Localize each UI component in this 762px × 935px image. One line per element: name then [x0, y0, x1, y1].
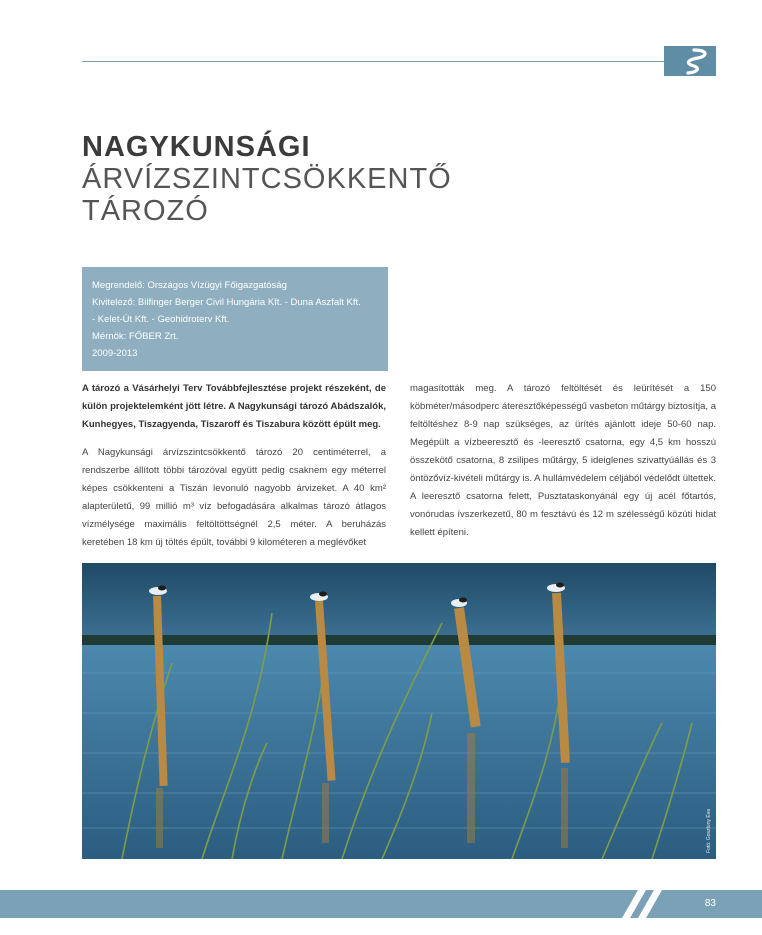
reservoir-photo [82, 563, 716, 859]
info-contractor-2: - Kelet-Út Kft. - Geohidroterv Kft. [92, 314, 230, 325]
photo-illustration [82, 563, 716, 859]
page-number: 83 [704, 898, 716, 909]
article-column-left [82, 380, 386, 552]
page-footer [0, 890, 762, 918]
info-client: Megrendelő: Országos Vízügyi Főigazgatóság [92, 280, 287, 291]
article-lead: A tározó a Vásárhelyi Terv Továbbfejlesztése projekt részeként, de külön projektelemként jött létre. A Nagykunsági tározó Abádszalók, Kunhegyes, Tiszagyenda, Tiszaroff és Tiszabura között épült meg. [82, 383, 386, 430]
river-logo [664, 46, 716, 76]
title-line-1: NAGYKUNSÁGI [82, 131, 311, 163]
info-contractor-1: Kivitelező: Bilfinger Berger Civil Hungária Kft. - Duna Aszfalt Kft. [92, 297, 361, 308]
river-icon [664, 46, 716, 76]
footer-stripes [620, 890, 680, 918]
info-engineer: Mérnök: FŐBER Zrt. [92, 331, 179, 342]
title-line-2: ÁRVÍZSZINTCSÖKKENTŐ [82, 163, 452, 195]
info-years: 2009-2013 [92, 348, 138, 359]
page-title [82, 131, 452, 227]
article-paragraph-1: A Nagykunsági árvízszintcsökkentő tározó 20 centiméterrel, a rendszerbe állított többi tározóval együtt pedig csaknem egy méterrel képes csökkenteni a Tiszán levonuló nagyobb árvizeket. A 40 km² alapterületű, 99 millió m³ víz befogadására alkalmas tározó átlagos vízmélysége maximális feltöltöttségnél 2,5 méter. A beruházás keretében 18 km új töltés épült, további 9 kilométeren a meglévőket [82, 447, 386, 548]
article-column-right [410, 380, 716, 542]
header-rule [82, 61, 666, 62]
project-info-box [82, 267, 388, 371]
title-line-3: TÁROZÓ [82, 195, 209, 227]
article-paragraph-2: magasították meg. A tározó feltöltését és leürítését a 150 köbméter/másodperc áteresztőképességű vasbeton műtárgy biztosítja, a feltöltéshez 8-9 nap szükséges, az ürítés ajánlott ideje 50-60 nap. Megépült a vízbeeresztő és -leeresztő csatorna, egy 4,5 km hosszú összekötő csatorna, 8 zsilipes műtárgy, 5 ideiglenes szivattyúállás és 3 öntözővíz-kivételi műtárgy is. A hullámvédelem céljából védelődt ültettek. A leeresztő csatorna felett, Pusztataskonyánál egy új acél főtartós, vonórudas ívszerkezetű, 80 m fesztávú és 12 m szélességű közúti hidat kellett építeni. [410, 383, 716, 538]
photo-credit: Fotó: Gosztony Éva [706, 809, 712, 853]
